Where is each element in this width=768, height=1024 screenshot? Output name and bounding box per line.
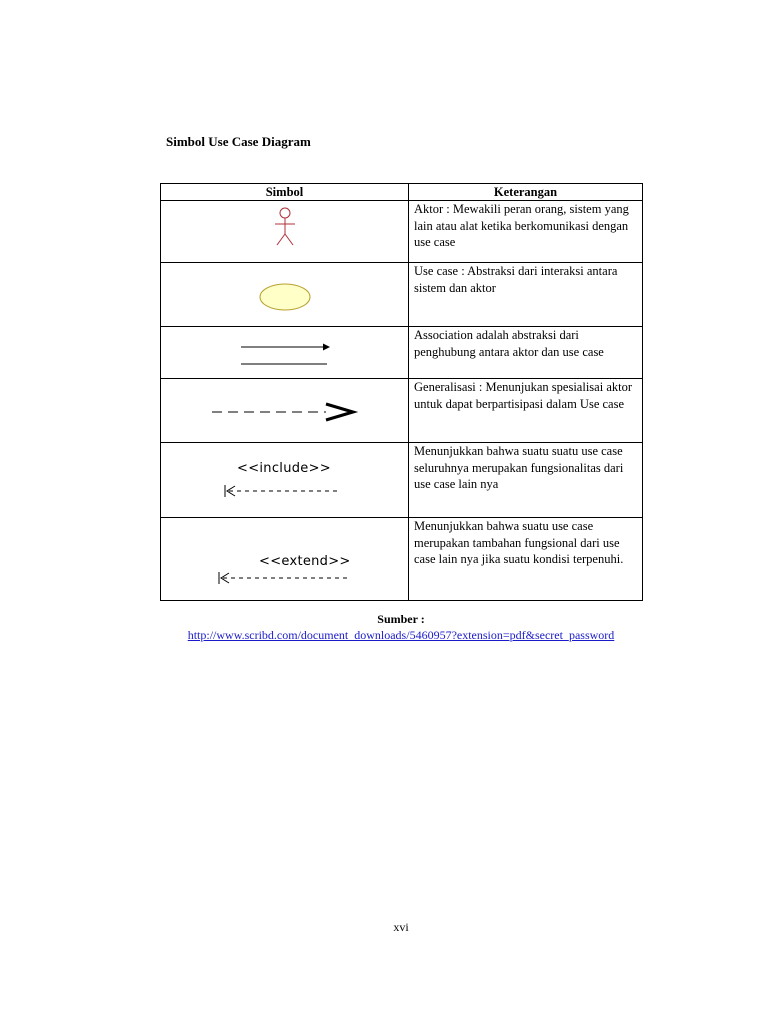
description-cell: Menunjukkan bahwa suatu suatu use case seluruhnya merupakan fungsionalitas dari use case lain nya [409, 443, 643, 518]
actor-icon [265, 205, 305, 253]
symbol-cell [161, 443, 409, 518]
page-title: Simbol Use Case Diagram [166, 134, 311, 149]
header-simbol: Simbol [161, 184, 409, 201]
table-row [161, 201, 643, 263]
association-line-icon [235, 338, 335, 368]
extend-stereotype-label: <<extend>> [259, 554, 351, 569]
table-row [161, 379, 643, 443]
table-row [161, 518, 643, 601]
use-case-ellipse-icon [255, 281, 315, 313]
table-row [161, 263, 643, 327]
description-cell: Generalisasi : Menunjukan spesialisai aktor untuk dapat berpartisipasi dalam Use case [409, 379, 643, 443]
table-row [161, 327, 643, 379]
symbol-cell [161, 263, 409, 327]
description-cell: Use case : Abstraksi dari interaksi antara sistem dan aktor [409, 263, 643, 327]
description-cell: Aktor : Mewakili peran orang, sistem yang lain atau alat ketika berkomunikasi dengan use case [409, 201, 643, 263]
symbol-cell [161, 201, 409, 263]
table-header-row [161, 184, 643, 201]
source-label: Sumber : [377, 612, 425, 626]
symbol-cell [161, 379, 409, 443]
include-dependency-icon [223, 484, 353, 498]
table-row [161, 443, 643, 518]
generalization-arrow-icon [210, 399, 360, 423]
include-stereotype-label: <<include>> [237, 461, 331, 476]
description-cell: Menunjukkan bahwa suatu use case merupakan tambahan fungsional dari use case lain nya jika suatu kondisi terpenuhi. [409, 518, 643, 601]
source-link[interactable]: http://www.scribd.com/document_downloads/5460957?extension=pdf&secret_password [187, 628, 615, 642]
extend-dependency-icon [217, 571, 357, 585]
description-cell: Association adalah abstraksi dari penghubung antara aktor dan use case [409, 327, 643, 379]
header-keterangan: Keterangan [409, 184, 643, 201]
symbol-cell [161, 518, 409, 601]
symbol-table [160, 183, 643, 601]
page-number: xvi [393, 920, 409, 934]
symbol-cell [161, 327, 409, 379]
